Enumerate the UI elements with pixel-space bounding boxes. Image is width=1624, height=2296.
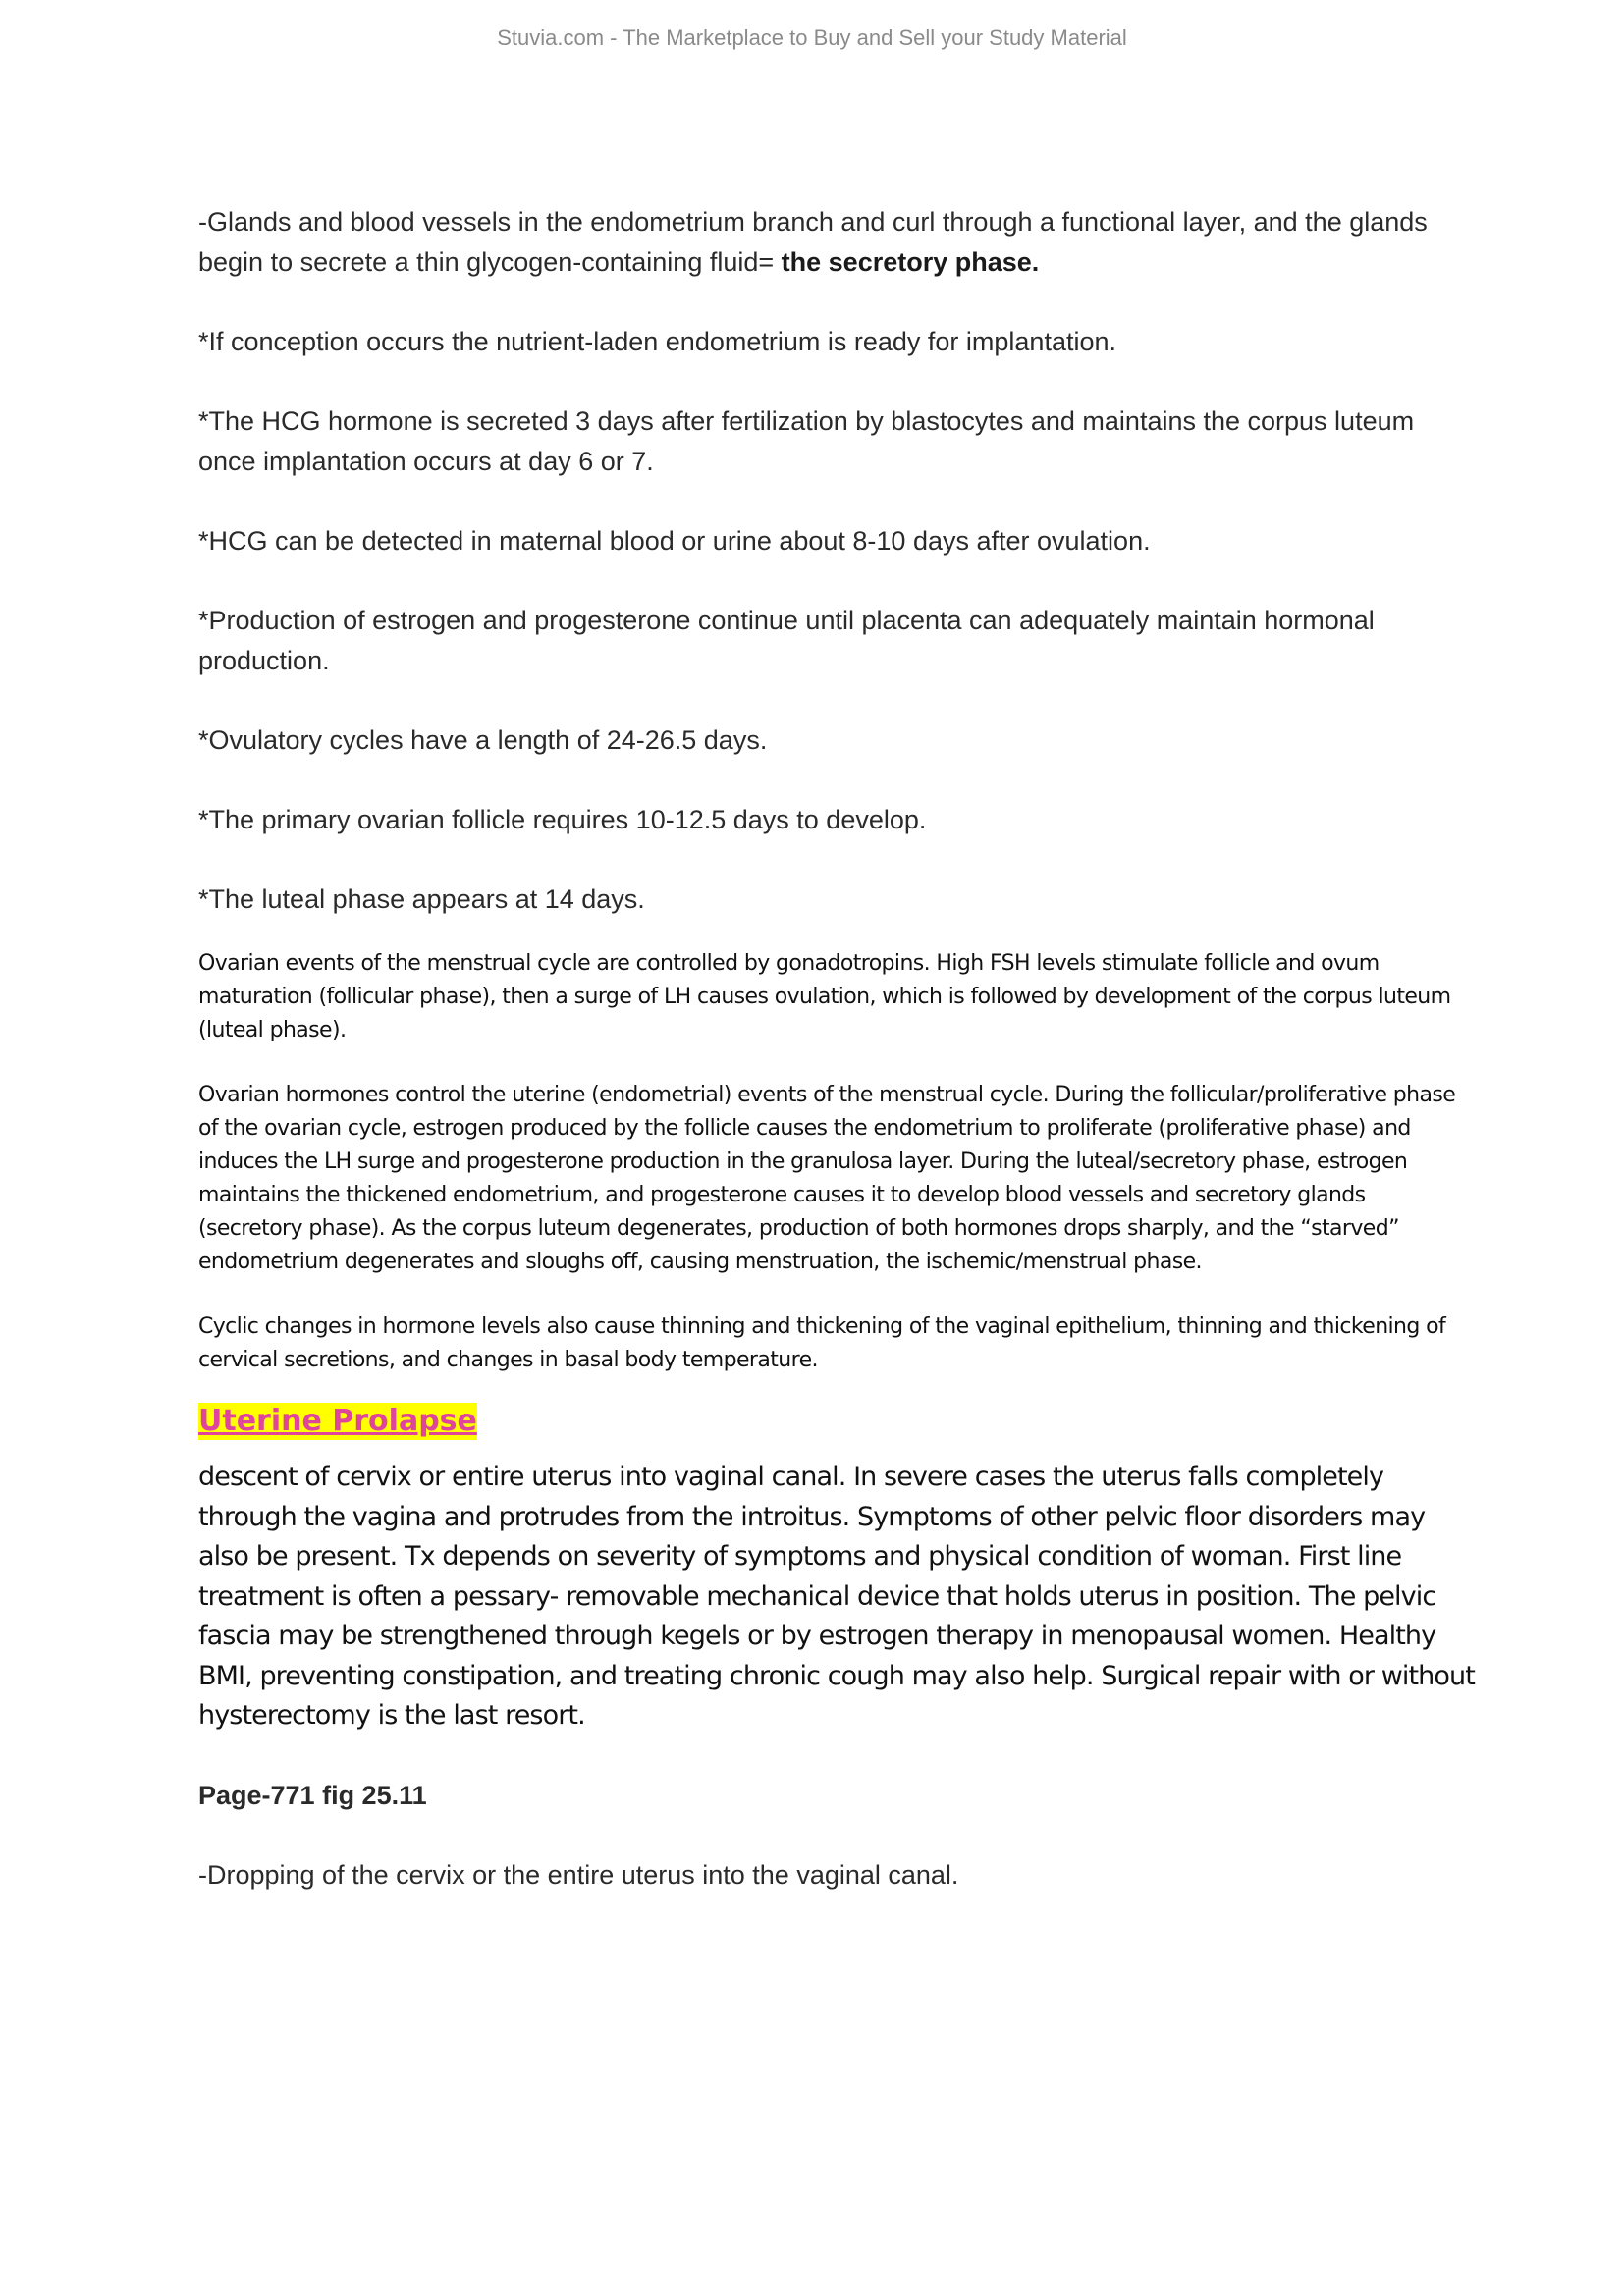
paragraph-hcg-secretion: *The HCG hormone is secreted 3 days after fertilization by blastocytes and maintains the corpus luteum once implantation occurs at day 6 or 7. bbox=[198, 406, 1415, 476]
paragraph-uterine-prolapse-description: descent of cervix or entire uterus into vaginal canal. In severe cases the uterus falls completely through the vagina and protrudes from the introitus. Symptoms of other pelvic floor disorders may also be present. Tx depends on severity of symptoms and physical condition of woman. First line treatment is often a pessary- removable mechanical device that holds uterus in position. The pelvic fascia may be strengthened through kegels or by estrogen therapy in menopausal women. Healthy BMI, preventing constipation, and treating chronic cough may also help. Surgical repair with or without hysterectomy is the last resort. bbox=[198, 1462, 1475, 1731]
paragraph-primary-follicle: *The primary ovarian follicle requires 10-12.5 days to develop. bbox=[198, 805, 927, 834]
page-reference: Page-771 fig 25.11 bbox=[198, 1780, 427, 1810]
paragraph-conception: *If conception occurs the nutrient-laden endometrium is ready for implantation. bbox=[198, 327, 1116, 356]
paragraph-secretory-phase bbox=[198, 202, 1475, 283]
secretory-phase-bold: the secretory phase. bbox=[781, 247, 1040, 277]
paragraph-luteal-phase: *The luteal phase appears at 14 days. bbox=[198, 884, 645, 914]
paragraph-ovarian-hormones: Ovarian hormones control the uterine (endometrial) events of the menstrual cycle. During the follicular/proliferative phase of the ovarian cycle, estrogen produced by the follicle causes the endometrium to proliferate (proliferative phase) and induces the LH surge and progesterone production in the granulosa layer. During the luteal/secretory phase, estrogen maintains the thickened endometrium, and progesterone causes it to develop blood vessels and secretory glands (secretory phase). As the corpus luteum degenerates, production of both hormones drops sharply, and the “starved” endometrium degenerates and sloughs off, causing menstruation, the ischemic/menstrual phase. bbox=[198, 1083, 1456, 1274]
paragraph-ovulatory-cycles: *Ovulatory cycles have a length of 24-26.5 days. bbox=[198, 725, 768, 755]
section-heading-uterine-prolapse: Uterine Prolapse bbox=[198, 1404, 477, 1438]
paragraph-hormone-production: *Production of estrogen and progesterone continue until placenta can adequately maintain hormonal production. bbox=[198, 606, 1375, 675]
paragraph-dropping-cervix: -Dropping of the cervix or the entire uterus into the vaginal canal. bbox=[198, 1859, 959, 1890]
document-body bbox=[198, 202, 1475, 1935]
paragraph-hcg-detection: *HCG can be detected in maternal blood or urine about 8-10 days after ovulation. bbox=[198, 526, 1151, 556]
paragraph-ovarian-events: Ovarian events of the menstrual cycle are controlled by gonadotropins. High FSH levels stimulate follicle and ovum maturation (follicular phase), then a surge of LH causes ovulation, which is followed by development of the corpus luteum (luteal phase). bbox=[198, 951, 1451, 1042]
stuvia-watermark-header: Stuvia.com - The Marketplace to Buy and Sell your Study Material bbox=[497, 26, 1127, 50]
paragraph-cyclic-changes: Cyclic changes in hormone levels also cause thinning and thickening of the vaginal epithelium, thinning and thickening of cervical secretions, and changes in basal body temperature. bbox=[198, 1314, 1446, 1372]
paragraph-secretory-text: -Glands and blood vessels in the endometrium branch and curl through a functional layer, and the glands begin to secrete a thin glycogen-containing fluid= bbox=[198, 207, 1428, 277]
